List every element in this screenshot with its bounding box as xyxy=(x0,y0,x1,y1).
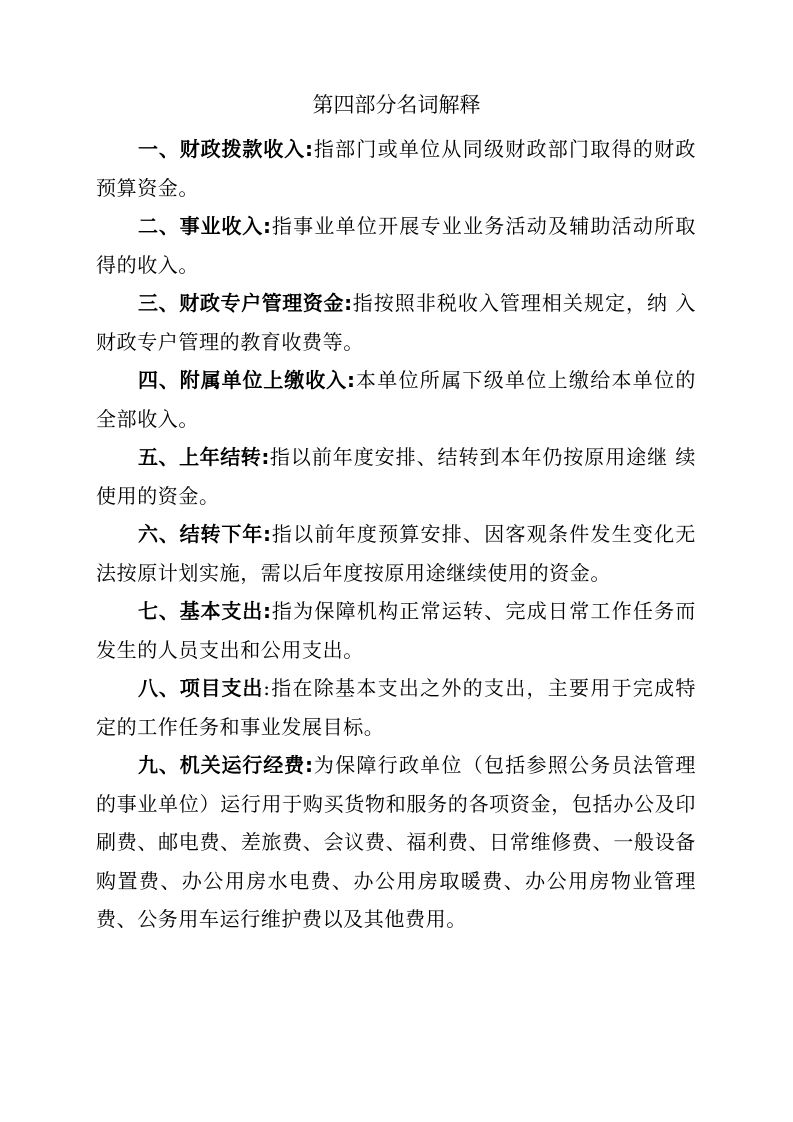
entry-term: 八、项目支出 xyxy=(138,676,264,700)
glossary-entry-6 xyxy=(96,515,696,592)
entry-term: 一、财政拨款收入: xyxy=(138,137,314,161)
entry-definition: 为保障行政单位（包括参照公务员法管理的事业单位）运行用于购买货物和服务的各项资金，包括办公及印刷费、邮电费、差旅费、会议费、福利费、日常维修费、一般设备购置费、办公用房水电费、办公用房取暖费、办公用房物业管理费、公务用车运行维护费以及其他费用。 xyxy=(96,753,696,931)
glossary-entry-8 xyxy=(96,669,696,746)
entry-definition: 指以前年度预算安排、因客观条件发生变化无法按原计划实施，需以后年度按原用途继续使用的资金。 xyxy=(96,522,696,585)
entry-term: 六、结转下年: xyxy=(138,522,272,546)
glossary-entry-2 xyxy=(96,207,696,284)
entry-term: 七、基本支出: xyxy=(138,599,272,623)
entry-definition: 指按照非税收入管理相关规定，纳 入财政专户管理的教育收费等。 xyxy=(96,291,696,354)
entry-definition: 指为保障机构正常运转、完成日常工作任务而发生的人员支出和公用支出。 xyxy=(96,599,696,662)
glossary-entry-7 xyxy=(96,592,696,669)
entry-term: 三、财政专户管理资金: xyxy=(138,291,353,315)
glossary-entry-1 xyxy=(96,130,696,207)
entry-definition: 指部门或单位从同级财政部门取得的财政预算资金。 xyxy=(96,137,696,200)
entry-term: 五、上年结转: xyxy=(138,445,270,469)
glossary-entry-4 xyxy=(96,361,696,438)
entry-definition: 本单位所属下级单位上缴给本单位的全部收入。 xyxy=(96,368,696,431)
glossary-entry-3 xyxy=(96,284,696,361)
glossary-entry-9 xyxy=(96,746,696,939)
page-title: 第四部分名词解释 xyxy=(312,93,481,117)
glossary-body xyxy=(96,130,696,939)
entry-term: 九、机关运行经费: xyxy=(138,753,314,777)
entry-definition: 指事业单位开展专业业务活动及辅助活动所取得的收入。 xyxy=(96,214,696,277)
entry-term: 二、事业收入: xyxy=(138,214,272,238)
glossary-entry-5 xyxy=(96,438,696,515)
entry-term: 四、附属单位上缴收入: xyxy=(138,368,356,392)
entry-definition: :指在除基本支出之外的支出，主要用于完成特定的工作任务和事业发展目标。 xyxy=(96,676,696,739)
entry-definition: 指以前年度安排、结转到本年仍按原用途继 续使用的资金。 xyxy=(96,445,696,508)
